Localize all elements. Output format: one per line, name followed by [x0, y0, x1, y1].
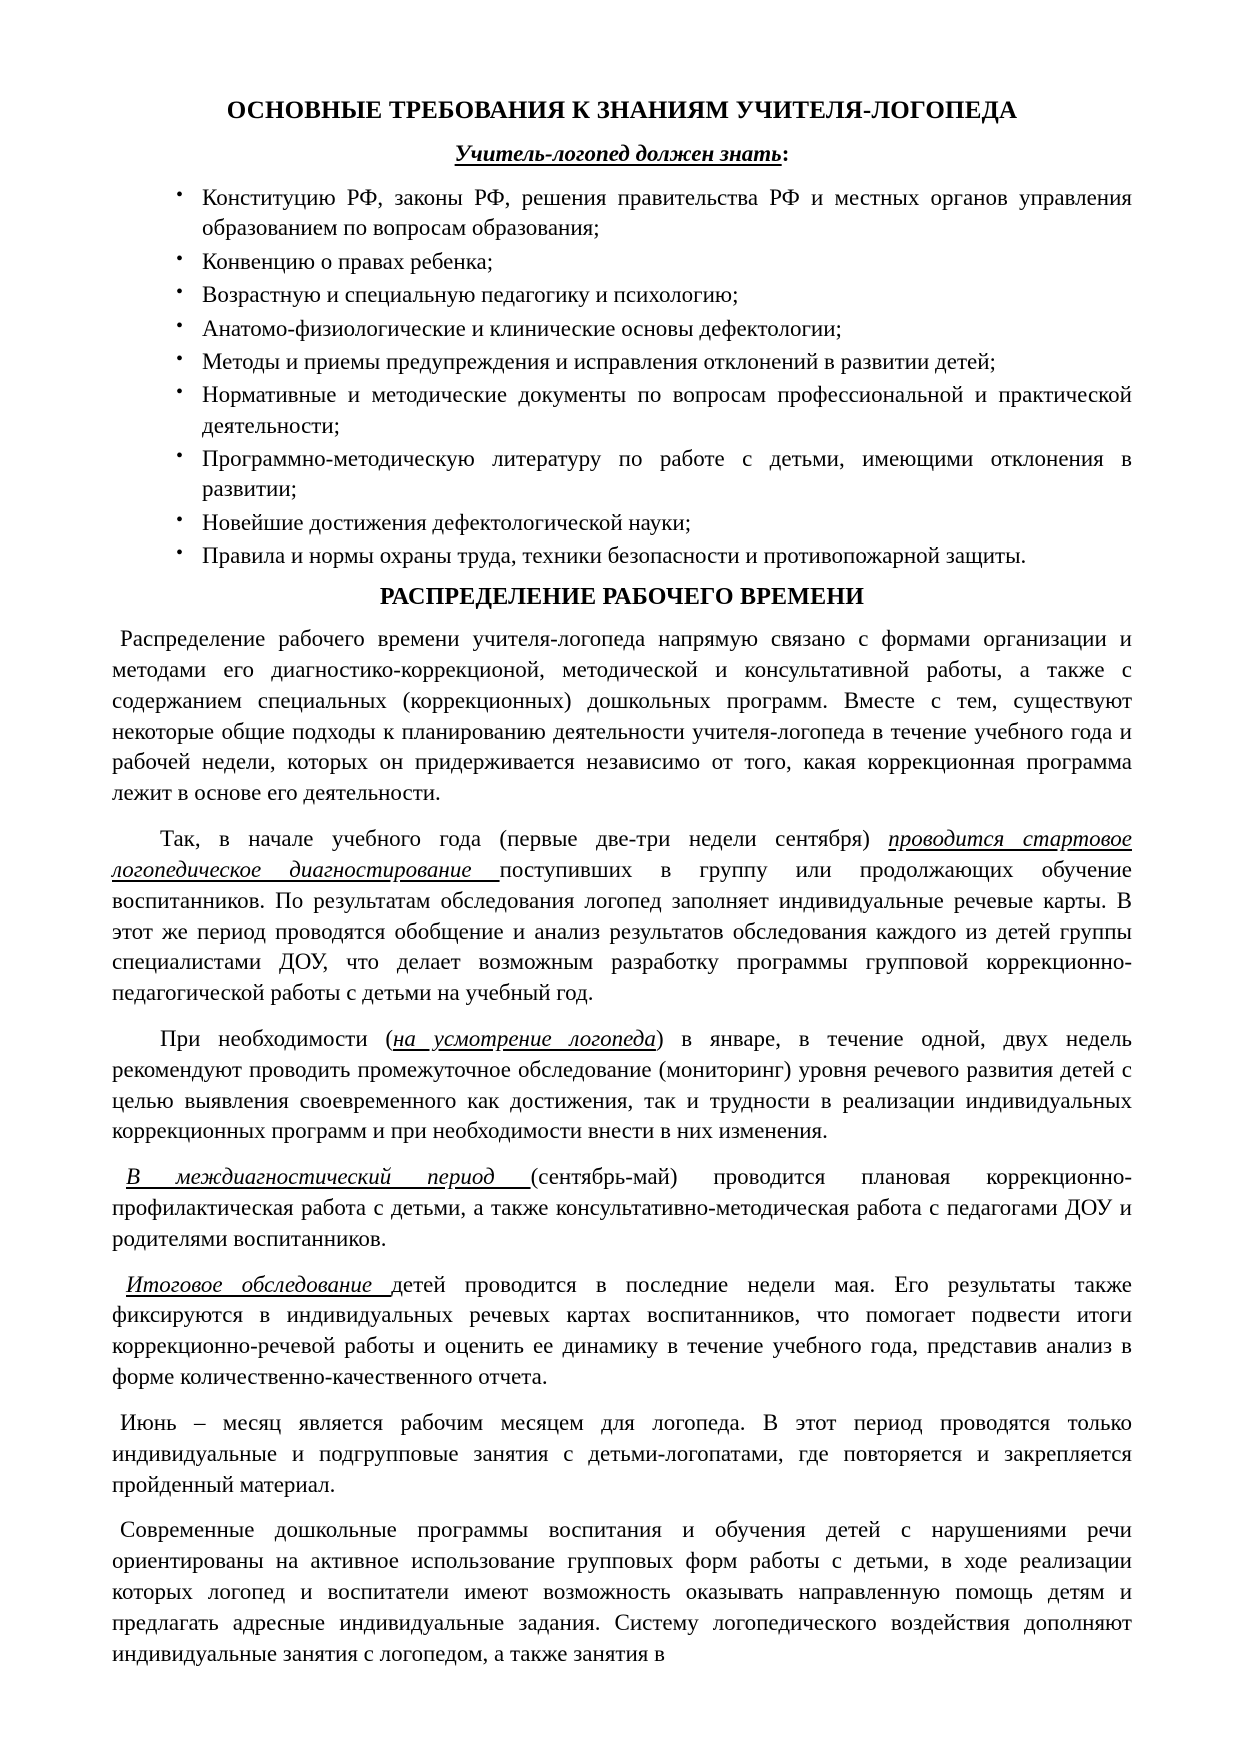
paragraph-emphasis: проводится стартовое логопедическое диагностирование: [112, 826, 1132, 882]
subtitle: [112, 140, 1132, 168]
paragraph-interdiagnostic-period: [112, 1162, 1132, 1254]
subtitle-emphasis: Учитель-логопед должен знать: [454, 140, 782, 166]
paragraph-text-after: детей проводится в последние недели мая. Его результаты также фиксируются в индивидуальных речевых картах воспитанников, что помогает подвести итоги коррекционно-речевой работы и оценить ее динамику в течение учебного года, представив анализ в форме количественно-качественного отчета.: [112, 1271, 1132, 1390]
list-item: • Нормативные и методические документы по вопросам профессиональной и практической деятельности;: [176, 380, 1132, 441]
paragraph-final-assessment: [112, 1270, 1132, 1393]
paragraph-modern-programs: Современные дошкольные программы воспитания и обучения детей с нарушениями речи ориентированы на активное использование групповых форм работы с детьми, в ходе реализации которых логопед и воспитатели имеют возможность оказывать направленную помощь детям и предлагать адресные индивидуальные задания. Систему логопедического воздействия дополняют индивидуальные занятия с логопедом, а также занятия в: [112, 1517, 1132, 1666]
list-item: • Анатомо-физиологические и клинические основы дефектологии;: [176, 314, 1132, 344]
list-item: • Возрастную и специальную педагогику и психологию;: [176, 280, 1132, 310]
page-title: ОСНОВНЫЕ ТРЕБОВАНИЯ К ЗНАНИЯМ УЧИТЕЛЯ-ЛОГОПЕДА: [226, 97, 1018, 124]
paragraph-text-after: (сентябрь-май) проводится плановая коррекционно-профилактическая работа с детьми, а также консультативно-методическая работа с педагогами ДОУ и родителями воспитанников.: [112, 1164, 1132, 1251]
paragraph-text-before: При необходимости (: [160, 1025, 394, 1051]
paragraph-emphasis: В междиагностический период: [126, 1164, 531, 1190]
list-item: • Конвенцию о правах ребенка;: [176, 247, 1132, 277]
paragraph-emphasis: Итоговое обследование: [126, 1271, 392, 1297]
list-item: • Правила и нормы охраны труда, техники безопасности и противопожарной защиты.: [176, 541, 1132, 571]
requirements-list: [112, 183, 1132, 571]
paragraph-work-time-intro: Распределение рабочего времени учителя-логопеда напрямую связано с формами организации и методами его диагностико-коррекционой, методической и консультативной работы, а также с содержанием специальных (коррекционных) дошкольных программ. Вместе с тем, существуют некоторые общие подходы к планированию деятельности учителя-логопеда в течение учебного года и рабочей недели, которых он придерживается независимо от того, какая коррекционная программа лежит в основе его деятельности.: [112, 626, 1132, 806]
paragraph-june: Июнь – месяц является рабочим месяцем для логопеда. В этот период проводятся только индивидуальные и подгрупповые занятия с детьми-логопатами, где повторяется и закрепляется пройденный материал.: [112, 1409, 1132, 1497]
paragraph-emphasis: на усмотрение логопеда: [393, 1025, 656, 1051]
paragraph-text-before: Так, в начале учебного года (первые две-три недели сентября): [160, 826, 889, 852]
list-item: • Новейшие достижения дефектологической науки;: [176, 508, 1132, 538]
list-item: • Программно-методическую литературу по работе с детьми, имеющими отклонения в развитии;: [176, 444, 1132, 505]
subtitle-colon: :: [781, 140, 790, 166]
paragraph-start-diagnostics: [112, 824, 1132, 1009]
list-item: • Методы и приемы предупреждения и исправления отклонений в развитии детей;: [176, 347, 1132, 377]
paragraph-text-after: ) в январе, в течение одной, двух недель рекомендуют проводить промежуточное обследование (мониторинг) уровня речевого развития детей с целью выявления своевременного как достижения, так и трудности в реализации индивидуальных коррекционных программ и при необходимости внести в них изменения.: [112, 1025, 1132, 1144]
section-title: РАСПРЕДЕЛЕНИЕ РАБОЧЕГО ВРЕМЕНИ: [379, 584, 865, 611]
paragraph-interim-monitoring: [112, 1024, 1132, 1147]
list-item: • Конституцию РФ, законы РФ, решения правительства РФ и местных органов управления образованием по вопросам образования;: [176, 183, 1132, 244]
paragraph-text-after: поступивших в группу или продолжающих обучение воспитанников. По результатам обследования логопед заполняет индивидуальные речевые карты. В этот же период проводятся обобщение и анализ результатов обследования каждого из детей группы специалистами ДОУ, что делает возможным разработку программы групповой коррекционно-педагогической работы с детьми на учебный год.: [112, 856, 1132, 1006]
